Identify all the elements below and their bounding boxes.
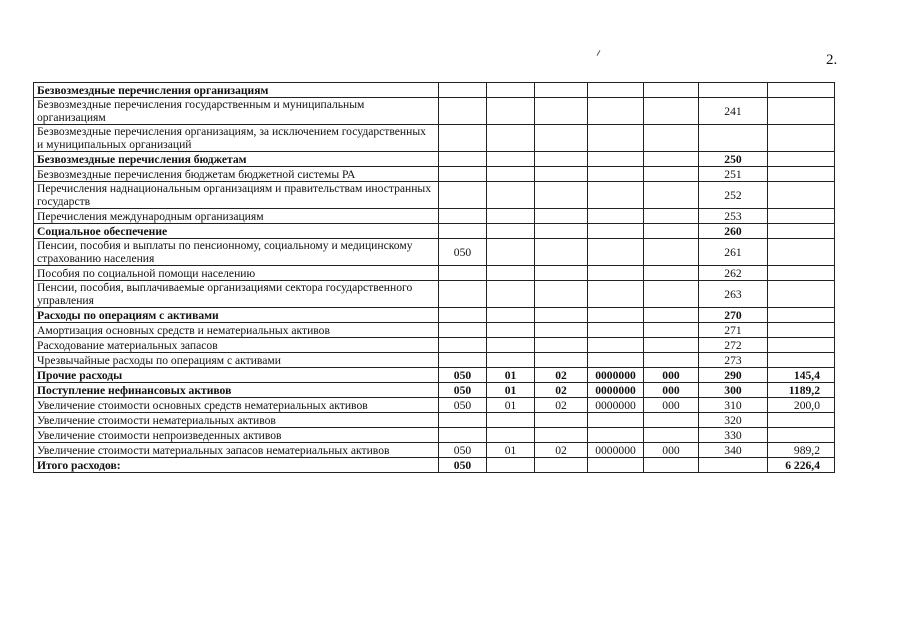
subsection-code: [535, 125, 588, 152]
row-name: Пенсии, пособия, выплачиваемые организациями сектора государственного управления: [34, 281, 439, 308]
kosgu-code: 320: [699, 413, 768, 428]
kosgu-code: [699, 83, 768, 98]
target-article-code: [588, 209, 644, 224]
dept-code: [439, 98, 487, 125]
row-name: Итого расходов:: [34, 458, 439, 473]
row-name: Чрезвычайные расходы по операциям с активами: [34, 353, 439, 368]
expense-type-code: [644, 458, 699, 473]
amount: [768, 308, 835, 323]
amount: 200,0: [768, 398, 835, 413]
table-row: [34, 368, 835, 383]
dept-code: [439, 338, 487, 353]
table-row: [34, 308, 835, 323]
subsection-code: [535, 167, 588, 182]
target-article-code: 0000000: [588, 383, 644, 398]
table-row: [34, 428, 835, 443]
target-article-code: [588, 323, 644, 338]
section-code: [487, 281, 535, 308]
dept-code: [439, 428, 487, 443]
kosgu-code: 340: [699, 443, 768, 458]
row-name: Безвозмездные перечисления бюджетам бюджетной системы РА: [34, 167, 439, 182]
expense-type-code: [644, 125, 699, 152]
row-name: Безвозмездные перечисления бюджетам: [34, 152, 439, 167]
amount: [768, 428, 835, 443]
dept-code: [439, 209, 487, 224]
kosgu-code: [699, 125, 768, 152]
section-code: [487, 458, 535, 473]
expense-type-code: [644, 83, 699, 98]
target-article-code: [588, 182, 644, 209]
dept-code: [439, 323, 487, 338]
subsection-code: [535, 323, 588, 338]
target-article-code: [588, 353, 644, 368]
dept-code: [439, 281, 487, 308]
subsection-code: [535, 98, 588, 125]
row-name: Увеличение стоимости основных средств нематериальных активов: [34, 398, 439, 413]
table-row: [34, 239, 835, 266]
row-name: Пособия по социальной помощи населению: [34, 266, 439, 281]
kosgu-code: 261: [699, 239, 768, 266]
table-row: [34, 152, 835, 167]
expense-type-code: [644, 98, 699, 125]
dept-code: [439, 308, 487, 323]
table-row: [34, 281, 835, 308]
target-article-code: 0000000: [588, 398, 644, 413]
table-row: [34, 383, 835, 398]
kosgu-code: 290: [699, 368, 768, 383]
section-code: [487, 125, 535, 152]
row-name: Перечисления наднациональным организациям и правительствам иностранных государств: [34, 182, 439, 209]
subsection-code: [535, 83, 588, 98]
section-code: [487, 167, 535, 182]
table-row: [34, 83, 835, 98]
amount: [768, 353, 835, 368]
section-code: [487, 308, 535, 323]
dept-code: [439, 266, 487, 281]
target-article-code: [588, 266, 644, 281]
expense-type-code: [644, 323, 699, 338]
subsection-code: [535, 224, 588, 239]
amount: 989,2: [768, 443, 835, 458]
row-name: Увеличение стоимости материальных запасов нематериальных активов: [34, 443, 439, 458]
table-row: [34, 167, 835, 182]
amount: [768, 239, 835, 266]
section-code: [487, 338, 535, 353]
target-article-code: [588, 281, 644, 308]
amount: [768, 98, 835, 125]
table-row: [34, 125, 835, 152]
dept-code: 050: [439, 398, 487, 413]
table-row: [34, 182, 835, 209]
kosgu-code: 310: [699, 398, 768, 413]
kosgu-code: 250: [699, 152, 768, 167]
subsection-code: [535, 338, 588, 353]
row-name: Амортизация основных средств и нематериальных активов: [34, 323, 439, 338]
amount: 145,4: [768, 368, 835, 383]
section-code: [487, 98, 535, 125]
target-article-code: [588, 83, 644, 98]
amount: [768, 182, 835, 209]
expense-type-code: [644, 152, 699, 167]
subsection-code: [535, 281, 588, 308]
row-name: Перечисления международным организациям: [34, 209, 439, 224]
subsection-code: [535, 209, 588, 224]
subsection-code: 02: [535, 443, 588, 458]
section-code: [487, 83, 535, 98]
dept-code: 050: [439, 368, 487, 383]
expense-type-code: 000: [644, 383, 699, 398]
target-article-code: [588, 308, 644, 323]
dept-code: [439, 167, 487, 182]
amount: 6 226,4: [768, 458, 835, 473]
expense-type-code: [644, 353, 699, 368]
row-name: Увеличение стоимости непроизведенных активов: [34, 428, 439, 443]
subsection-code: 02: [535, 368, 588, 383]
kosgu-code: 262: [699, 266, 768, 281]
target-article-code: 0000000: [588, 368, 644, 383]
table-row: [34, 209, 835, 224]
expense-type-code: [644, 209, 699, 224]
expense-type-code: [644, 239, 699, 266]
kosgu-code: 270: [699, 308, 768, 323]
section-code: [487, 353, 535, 368]
kosgu-code: 300: [699, 383, 768, 398]
table-row: [34, 413, 835, 428]
subsection-code: [535, 428, 588, 443]
table-row: [34, 458, 835, 473]
section-code: 01: [487, 398, 535, 413]
section-code: [487, 428, 535, 443]
target-article-code: [588, 152, 644, 167]
table-row: [34, 266, 835, 281]
row-name: Социальное обеспечение: [34, 224, 439, 239]
dept-code: [439, 152, 487, 167]
amount: [768, 209, 835, 224]
section-code: 01: [487, 383, 535, 398]
row-name: Расходы по операциям с активами: [34, 308, 439, 323]
pen-mark: [597, 50, 601, 56]
subsection-code: [535, 152, 588, 167]
target-article-code: [588, 239, 644, 266]
section-code: [487, 266, 535, 281]
expense-type-code: [644, 281, 699, 308]
kosgu-code: 272: [699, 338, 768, 353]
dept-code: [439, 83, 487, 98]
expense-type-code: 000: [644, 368, 699, 383]
amount: [768, 224, 835, 239]
section-code: [487, 413, 535, 428]
kosgu-code: 253: [699, 209, 768, 224]
row-name: Безвозмездные перечисления государственным и муниципальным организациям: [34, 98, 439, 125]
target-article-code: [588, 458, 644, 473]
kosgu-code: 260: [699, 224, 768, 239]
page-number: 2.: [826, 52, 838, 68]
table-row: [34, 323, 835, 338]
dept-code: [439, 353, 487, 368]
section-code: [487, 239, 535, 266]
expense-type-code: 000: [644, 443, 699, 458]
subsection-code: 02: [535, 398, 588, 413]
amount: [768, 125, 835, 152]
amount: [768, 266, 835, 281]
target-article-code: [588, 167, 644, 182]
target-article-code: 0000000: [588, 443, 644, 458]
row-name: Прочие расходы: [34, 368, 439, 383]
expense-type-code: 000: [644, 398, 699, 413]
subsection-code: 02: [535, 383, 588, 398]
kosgu-code: 252: [699, 182, 768, 209]
budget-table: [33, 82, 835, 473]
kosgu-code: 273: [699, 353, 768, 368]
target-article-code: [588, 224, 644, 239]
amount: [768, 83, 835, 98]
table-row: [34, 338, 835, 353]
kosgu-code: 241: [699, 98, 768, 125]
kosgu-code: 271: [699, 323, 768, 338]
row-name: Пенсии, пособия и выплаты по пенсионному, социальному и медицинскому страхованию населения: [34, 239, 439, 266]
expense-type-code: [644, 266, 699, 281]
target-article-code: [588, 428, 644, 443]
amount: [768, 281, 835, 308]
expense-type-code: [644, 167, 699, 182]
row-name: Увеличение стоимости нематериальных активов: [34, 413, 439, 428]
kosgu-code: 330: [699, 428, 768, 443]
section-code: [487, 323, 535, 338]
section-code: [487, 152, 535, 167]
section-code: [487, 209, 535, 224]
section-code: [487, 224, 535, 239]
section-code: 01: [487, 443, 535, 458]
target-article-code: [588, 413, 644, 428]
dept-code: [439, 413, 487, 428]
expense-type-code: [644, 428, 699, 443]
expense-type-code: [644, 338, 699, 353]
amount: [768, 152, 835, 167]
subsection-code: [535, 308, 588, 323]
subsection-code: [535, 413, 588, 428]
table-row: [34, 353, 835, 368]
expense-type-code: [644, 413, 699, 428]
row-name: Расходование материальных запасов: [34, 338, 439, 353]
amount: [768, 338, 835, 353]
row-name: Безвозмездные перечисления организациям: [34, 83, 439, 98]
target-article-code: [588, 125, 644, 152]
dept-code: [439, 182, 487, 209]
table-row: [34, 98, 835, 125]
subsection-code: [535, 353, 588, 368]
expense-type-code: [644, 224, 699, 239]
row-name: Безвозмездные перечисления организациям, за исключением государственных и муниципальных организаций: [34, 125, 439, 152]
amount: 1189,2: [768, 383, 835, 398]
expense-type-code: [644, 308, 699, 323]
kosgu-code: [699, 458, 768, 473]
subsection-code: [535, 239, 588, 266]
amount: [768, 413, 835, 428]
target-article-code: [588, 338, 644, 353]
expense-type-code: [644, 182, 699, 209]
section-code: 01: [487, 368, 535, 383]
table-row: [34, 224, 835, 239]
table-row: [34, 443, 835, 458]
target-article-code: [588, 98, 644, 125]
kosgu-code: 251: [699, 167, 768, 182]
table-row: [34, 398, 835, 413]
kosgu-code: 263: [699, 281, 768, 308]
dept-code: 050: [439, 458, 487, 473]
subsection-code: [535, 182, 588, 209]
row-name: Поступление нефинансовых активов: [34, 383, 439, 398]
section-code: [487, 182, 535, 209]
dept-code: 050: [439, 239, 487, 266]
dept-code: 050: [439, 383, 487, 398]
subsection-code: [535, 266, 588, 281]
dept-code: 050: [439, 443, 487, 458]
dept-code: [439, 125, 487, 152]
amount: [768, 323, 835, 338]
dept-code: [439, 224, 487, 239]
subsection-code: [535, 458, 588, 473]
amount: [768, 167, 835, 182]
